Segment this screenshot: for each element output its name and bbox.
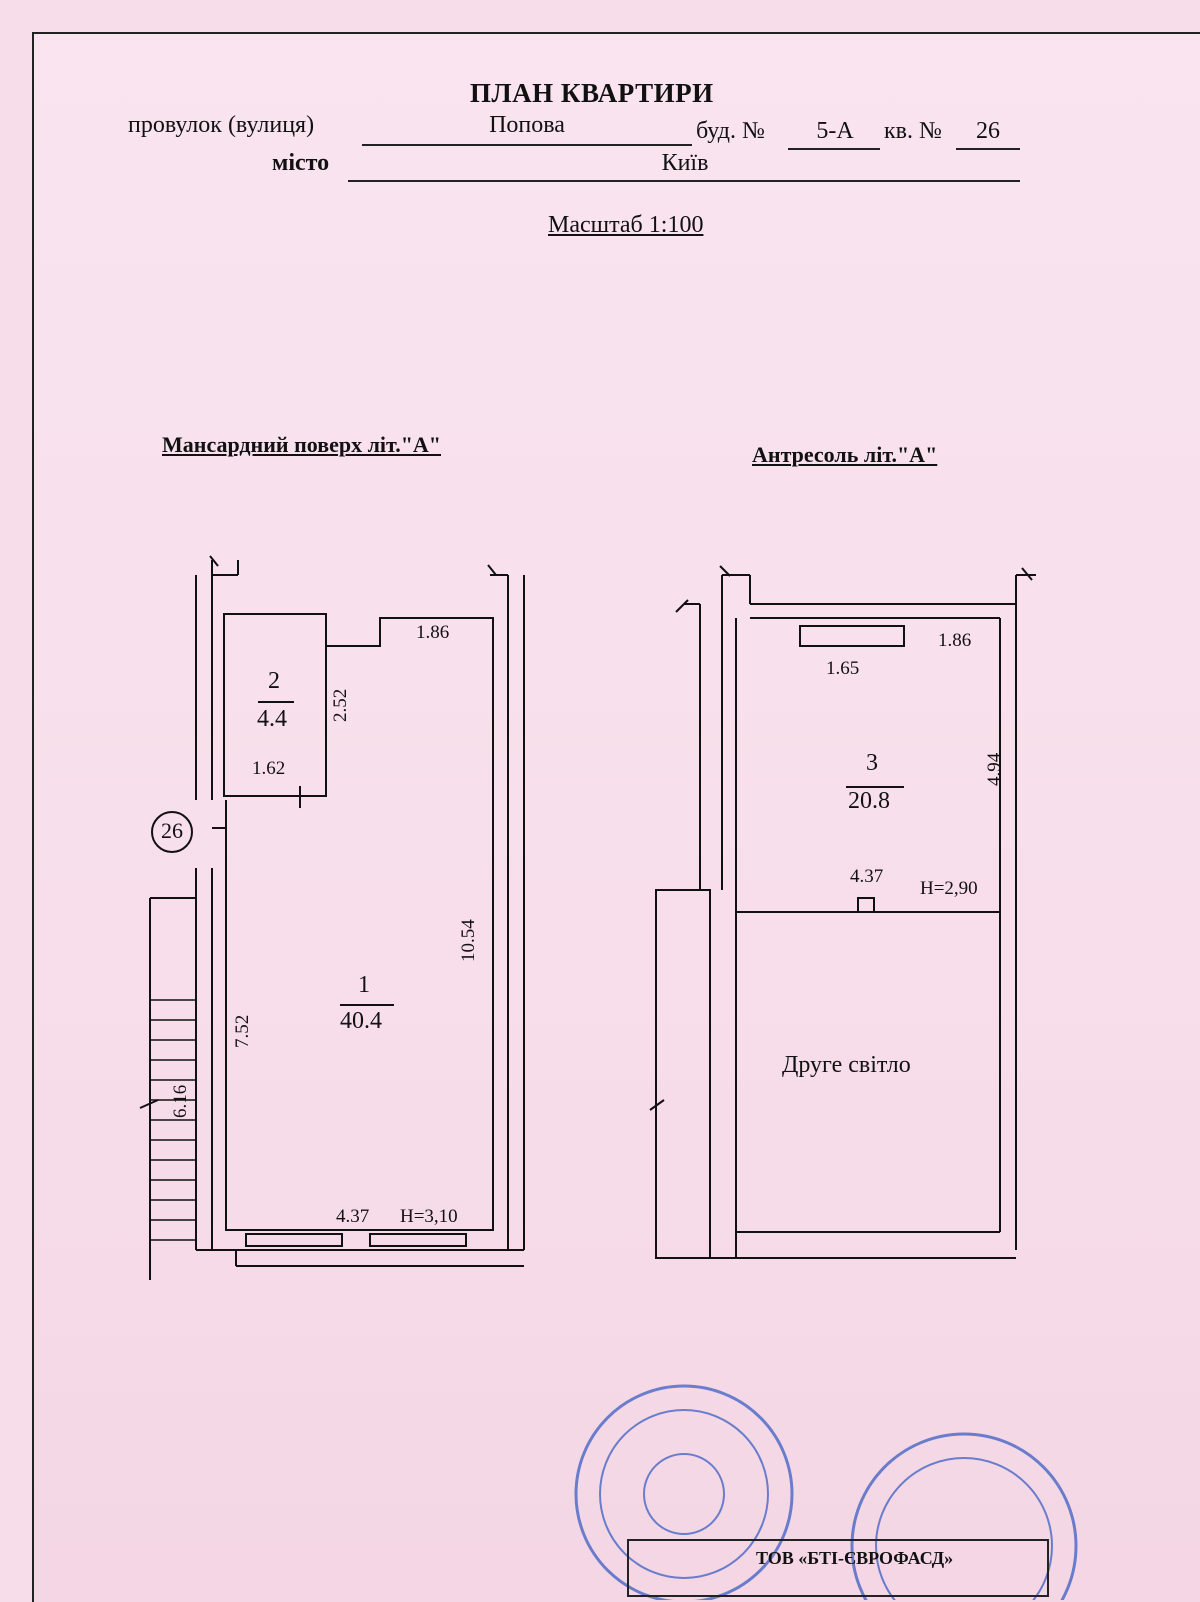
dim-1-86-left: 1.86: [416, 622, 450, 643]
scale-label: Масштаб 1:100: [548, 212, 704, 238]
document-title: ПЛАН КВАРТИРИ: [470, 78, 714, 108]
city-label: місто: [272, 150, 330, 176]
dim-1-62: 1.62: [252, 758, 286, 779]
dim-10-54: 10.54: [458, 919, 479, 962]
room-3-area: 20.8: [848, 788, 890, 814]
dim-1-65: 1.65: [826, 658, 860, 679]
street-value: Попова: [489, 112, 565, 138]
room-3-number: 3: [866, 750, 878, 776]
dim-6-16: 6.16: [170, 1084, 191, 1118]
room-1-area: 40.4: [340, 1008, 382, 1034]
second-light-label: Друге світло: [782, 1052, 911, 1078]
ceiling-height-right: Н=2,90: [920, 878, 978, 899]
street-label: провулок (вулиця): [128, 112, 315, 138]
room-2-area: 4.4: [257, 706, 287, 732]
dim-4-94: 4.94: [984, 752, 1005, 786]
right-plan-title: Антресоль літ."А": [752, 442, 938, 467]
building-value: 5-А: [816, 118, 854, 144]
apartment-marker-number: 26: [161, 818, 183, 843]
dim-4-37-right: 4.37: [850, 866, 884, 887]
left-plan-title: Мансардний поверх літ."А": [162, 432, 442, 457]
dim-4-37-left: 4.37: [336, 1206, 370, 1227]
room-1-number: 1: [358, 972, 370, 998]
dim-1-86-right: 1.86: [938, 630, 972, 651]
company-name: ТОВ «БТІ-ЄВРОФАСД»: [756, 1548, 954, 1568]
city-value: Київ: [661, 150, 709, 176]
dim-7-52: 7.52: [232, 1014, 253, 1048]
apartment-label: кв. №: [884, 118, 942, 144]
building-label: буд. №: [696, 118, 765, 144]
room-2-number: 2: [268, 668, 280, 694]
apartment-value: 26: [976, 118, 1000, 144]
ceiling-height-left: Н=3,10: [400, 1206, 458, 1227]
dim-2-52: 2.52: [330, 688, 351, 722]
